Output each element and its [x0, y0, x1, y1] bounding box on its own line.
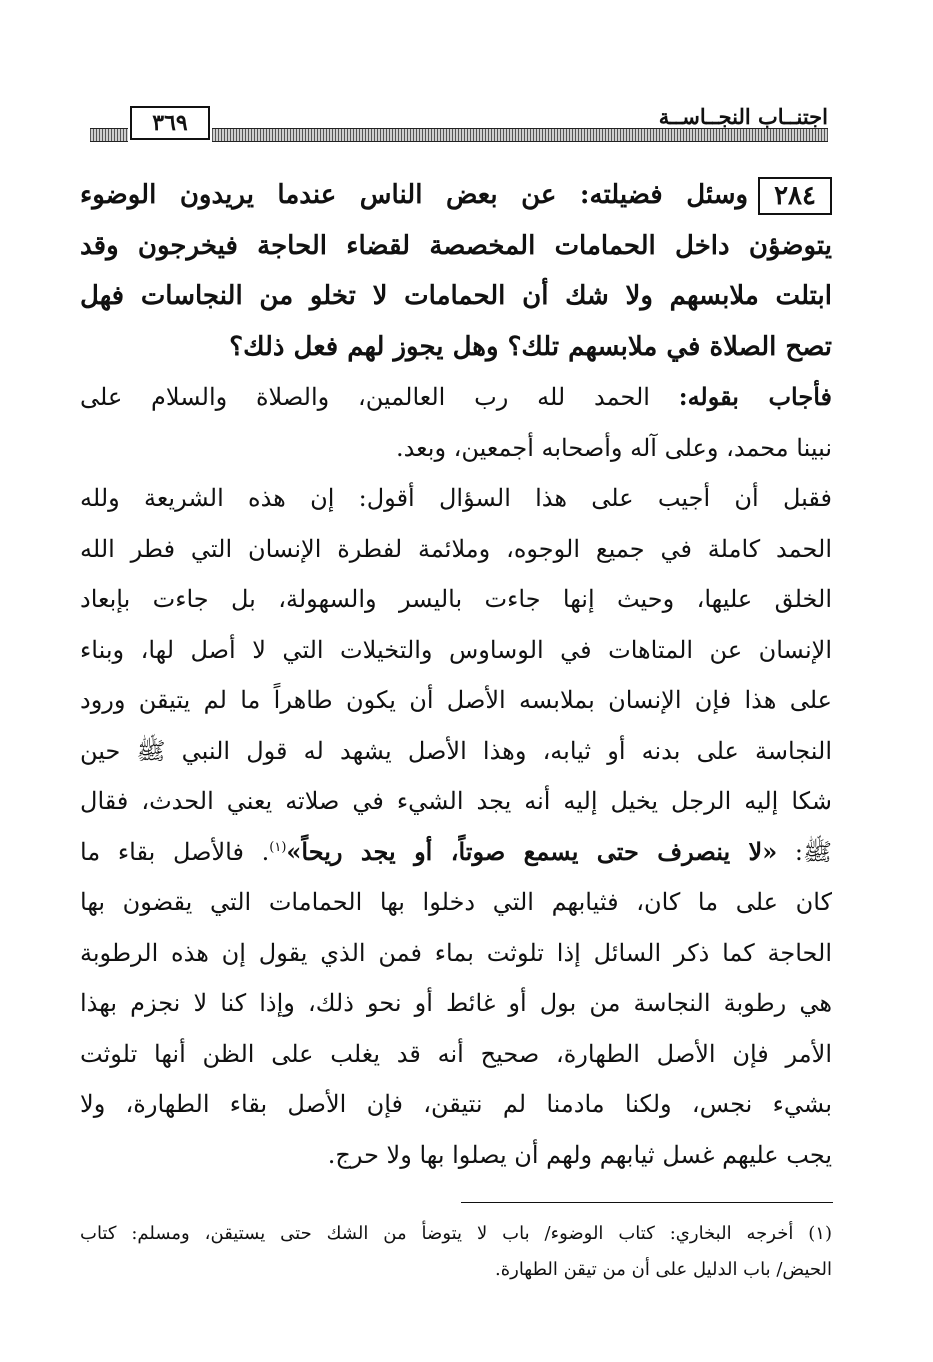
- footnote-marker: (١): [269, 839, 287, 855]
- answer-line: نبينا محمد، وعلى آله وأصحابه أجمعين، وبعد.: [395, 433, 832, 462]
- prophet-salutation: ﷺ:: [794, 837, 832, 866]
- answer-intro: فأجاب بقوله:: [678, 382, 832, 411]
- footnote: [80, 1216, 832, 1288]
- answer-line: هي رطوبة النجاسة من بول أو غائط أو نحو ذلك، وإذا كنا لا نجزم بهذا: [80, 989, 832, 1017]
- page-number: ٣٦٩: [130, 106, 210, 140]
- question-text: وسئل فضيلته: عن بعض الناس عندما يريدون الوضوء: [80, 180, 749, 210]
- answer-line: الخلق عليها، وحيث إنها جاءت باليسر والسهولة، بل جاءت بإبعاد: [80, 585, 832, 613]
- answer-text: الحمد لله رب العالمين، والصلاة والسلام على: [80, 383, 650, 411]
- footnote-line: الحيض/ باب الدليل على أن من تيقن الطهارة.: [494, 1259, 832, 1280]
- answer-line: شكا إليه الرجل يخيل إليه أنه يجد الشيء في صلاته يعني الحدث، فقال: [80, 787, 832, 815]
- answer-line: كان على ما كان، فثيابهم التي دخلوا بها الحمامات التي يقضون بها: [80, 888, 832, 916]
- page-header: [90, 102, 828, 146]
- question-line: يتوضؤن داخل الحمامات المخصصة لقضاء الحاجة فيخرجون وقد: [80, 230, 832, 261]
- answer-line: الأمر فإن الأصل الطهارة، صحيح أنه قد يغلب على الظن أنها تلوثت: [80, 1039, 832, 1068]
- answer-line: [80, 372, 832, 423]
- answer-line: الحاجة كما ذكر السائل إذا تلوثت بماء فمن الذي يقول إن هذه الرطوبة: [80, 938, 832, 967]
- hadith-line: [80, 827, 832, 878]
- answer-line: الإنسان عن المتاهات في الوساوس والتخيلات التي لا أصل لها، وبناء: [80, 635, 832, 664]
- question-number: ٢٨٤: [758, 177, 832, 215]
- footnote-separator: [461, 1202, 833, 1203]
- answer-line: على هذا فإن الإنسان بملابسه الأصل أن يكون طاهراً ما لم يتيقن ورود: [80, 686, 832, 714]
- chapter-title: اجتنــاب النجــاســة: [658, 104, 828, 129]
- hadith-quote: «لا ينصرف حتى يسمع صوتاً، أو يجد ريحاً»: [286, 836, 778, 866]
- main-text: [80, 170, 832, 1180]
- answer-line: يجب عليهم غسل ثيابهم ولهم أن يصلوا بها ولا حرج.: [327, 1140, 832, 1169]
- question-line: ابتلت ملابسهم ولا شك أن الحمامات لا تخلو من النجاسات فهل: [80, 281, 832, 311]
- question-line: تصح الصلاة في ملابسهم تلك؟ وهل يجوز لهم فعل ذلك؟: [229, 331, 832, 362]
- answer-line: بشيء نجس، ولكنا مادمنا لم نتيقن، فإن الأصل بقاء الطهارة، ولا: [80, 1090, 832, 1118]
- question-line: [80, 170, 832, 221]
- header-ornament-band: [90, 128, 128, 142]
- answer-line: فقبل أن أجيب على هذا السؤال أقول: إن هذه الشريعة ولله: [80, 484, 832, 512]
- answer-line: النجاسة على بدنه أو ثيابه، وهذا الأصل يشهد له قول النبي ﷺ حين: [80, 736, 832, 765]
- answer-text: . فالأصل بقاء ما: [80, 837, 270, 866]
- answer-line: الحمد كاملة في جميع الوجوه، وملائمة لفطرة الإنسان التي فطر الله: [80, 534, 832, 563]
- footnote-line: (١) أخرجه البخاري: كتاب الوضوء/ باب لا يتوضأ من الشك حتى يستيقن، ومسلم: كتاب: [80, 1223, 832, 1244]
